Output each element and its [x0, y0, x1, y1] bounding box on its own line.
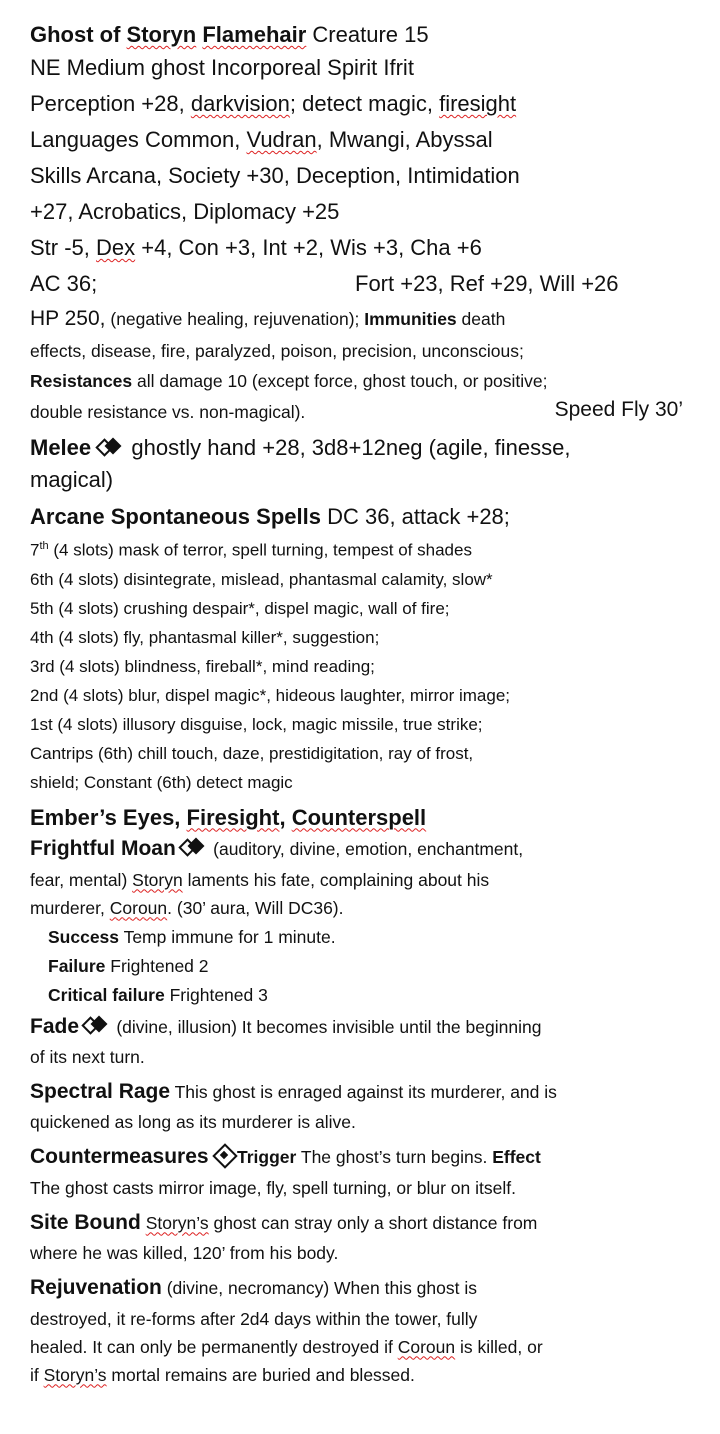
- text: mortal remains are buried and blessed.: [106, 1364, 415, 1385]
- saving-throws: Fort +23, Ref +29, Will +26: [355, 271, 619, 296]
- name-part: Storyn: [126, 22, 197, 47]
- text: 7: [30, 540, 40, 560]
- site-bound-line-2: where he was killed, 120’ from his body.: [30, 1242, 339, 1263]
- text: Vudran: [246, 127, 317, 152]
- one-action-icon: [83, 1016, 111, 1034]
- text: Ember’s Eyes,: [30, 804, 187, 830]
- text: (4 slots) mask of terror, spell turning, tempest of shades: [48, 540, 472, 560]
- attributes-line: [30, 230, 695, 266]
- label: Countermeasures: [30, 1144, 209, 1168]
- text: Dex: [96, 235, 136, 260]
- text: darkvision: [190, 91, 290, 116]
- defense-line: [30, 266, 695, 302]
- label: Fade: [30, 1014, 80, 1038]
- moan-success: [30, 923, 695, 952]
- moan-critical-failure: [30, 981, 695, 1010]
- spell-rank-7: [30, 532, 695, 565]
- label: Resistances: [30, 371, 133, 391]
- fade-line-1: [30, 1014, 695, 1043]
- text: +4, Con +3, Int +2, Wis +3, Cha +6: [135, 235, 482, 260]
- label: Immunities: [364, 309, 457, 329]
- text: DC 36, attack +28;: [320, 504, 510, 529]
- rejuvenation-line-1: [30, 1275, 695, 1305]
- text: (divine, illusion) It becomes invisible until the beginning: [111, 1016, 542, 1037]
- armor-class: AC 36;: [30, 271, 98, 296]
- melee-line-2: magical): [30, 467, 114, 492]
- rejuvenation-line-3: [30, 1333, 695, 1361]
- spectral-rage-line-2: quickened as long as its murderer is alive.: [30, 1111, 356, 1132]
- skills-line-2: +27, Acrobatics, Diplomacy +25: [30, 199, 340, 224]
- label: Arcane Spontaneous Spells: [30, 504, 321, 529]
- text: Coroun: [397, 1336, 456, 1357]
- spell-line: 4th (4 slots) fly, phantasmal killer*, suggestion;: [30, 627, 380, 647]
- text: . (30’ aura, Will DC36).: [167, 897, 344, 918]
- hp-line: [30, 306, 695, 336]
- text: (divine, necromancy) When this ghost is: [161, 1277, 477, 1298]
- label: Melee: [30, 435, 92, 460]
- text: laments his fate, complaining about his: [182, 869, 490, 890]
- text: all damage 10 (except force, ghost touch, or positive;: [132, 371, 548, 391]
- moan-failure: [30, 952, 695, 981]
- text: Frightened 3: [164, 984, 268, 1005]
- text: if: [30, 1364, 44, 1385]
- spectral-rage-line-1: [30, 1079, 695, 1108]
- text: death: [456, 309, 506, 329]
- site-bound-line-1: [30, 1210, 695, 1239]
- one-action-icon: [180, 838, 208, 856]
- hit-points: HP 250,: [30, 307, 106, 330]
- text: firesight: [439, 91, 517, 116]
- label: Success: [48, 926, 120, 947]
- creature-title-line: [30, 20, 695, 50]
- melee-line-1: [30, 432, 695, 464]
- spell-line: 5th (4 slots) crushing despair*, dispel magic, wall of fire;: [30, 598, 450, 618]
- text: Firesight: [186, 804, 280, 830]
- text: Coroun: [109, 897, 168, 918]
- text: double resistance vs. non-magical).: [30, 402, 306, 422]
- name-part: Ghost of: [30, 22, 127, 47]
- rejuvenation-line-4: [30, 1361, 695, 1389]
- text: Perception +28,: [30, 91, 191, 116]
- text: healed. It can only be permanently destroyed if: [30, 1336, 398, 1357]
- speed: Speed Fly 30’: [554, 398, 683, 421]
- text: ; detect magic,: [289, 91, 440, 116]
- rejuvenation-line-2: destroyed, it re-forms after 2d4 days within the tower, fully: [30, 1308, 478, 1329]
- text: The ghost’s turn begins.: [296, 1146, 493, 1167]
- spell-line: 2nd (4 slots) blur, dispel magic*, hideous laughter, mirror image;: [30, 685, 511, 705]
- resistances-line-1: [30, 366, 695, 396]
- label: Critical failure: [48, 984, 165, 1005]
- text: , Mwangi, Abyssal: [316, 127, 493, 152]
- text: Languages Common,: [30, 127, 247, 152]
- fade-line-2: of its next turn.: [30, 1046, 145, 1067]
- spell-line: 6th (4 slots) disintegrate, mislead, phantasmal calamity, slow*: [30, 569, 493, 589]
- text: (auditory, divine, emotion, enchantment,: [208, 838, 524, 859]
- resistances-line-2: [30, 396, 695, 428]
- special-abilities-line: [30, 801, 695, 835]
- text: fear, mental): [30, 869, 133, 890]
- text: Frightened 2: [105, 955, 209, 976]
- label: Frightful Moan: [30, 836, 176, 860]
- label: Spectral Rage: [30, 1079, 171, 1103]
- label: Rejuvenation: [30, 1275, 162, 1299]
- frightful-moan-line-2: [30, 867, 695, 894]
- creature-name: [30, 22, 306, 47]
- frightful-moan-line-1: [30, 835, 695, 867]
- text: Storyn: [132, 869, 183, 890]
- label: Trigger: [237, 1146, 297, 1167]
- label: Failure: [48, 955, 106, 976]
- text: Temp immune for 1 minute.: [119, 926, 336, 947]
- creature-traits: NE Medium ghost Incorporeal Spirit Ifrit: [30, 55, 414, 80]
- creature-level: Creature 15: [306, 22, 429, 47]
- frightful-moan-line-3: [30, 894, 695, 923]
- spell-line: 1st (4 slots) illusory disguise, lock, magic missile, true strike;: [30, 714, 483, 734]
- text: ghost can stray only a short distance from: [208, 1212, 538, 1233]
- label: Site Bound: [30, 1210, 141, 1234]
- text: is killed, or: [455, 1336, 543, 1357]
- text: ghostly hand +28, 3d8+12neg (agile, finesse,: [125, 435, 571, 460]
- text: Storyn’s: [43, 1364, 107, 1385]
- perception-line: [30, 86, 695, 122]
- reaction-icon: [213, 1145, 237, 1165]
- countermeasures-line-2: The ghost casts mirror image, fly, spell turning, or blur on itself.: [30, 1177, 516, 1198]
- spell-line: 3rd (4 slots) blindness, fireball*, mind reading;: [30, 656, 375, 676]
- skills-line-1: Skills Arcana, Society +30, Deception, Intimidation: [30, 163, 520, 188]
- name-part: Flamehair: [202, 22, 307, 47]
- text: Storyn’s: [145, 1212, 209, 1233]
- spells-header: [30, 502, 695, 532]
- label: Effect: [492, 1146, 541, 1167]
- text: Counterspell: [291, 804, 427, 830]
- text: Str -5,: [30, 235, 97, 260]
- countermeasures-line-1: [30, 1144, 695, 1174]
- languages-line: [30, 122, 695, 158]
- text: (negative healing, rejuvenation);: [105, 309, 365, 329]
- text: ,: [279, 804, 292, 830]
- text: murderer,: [30, 897, 110, 918]
- text: th: [39, 540, 49, 552]
- spell-line: Cantrips (6th) chill touch, daze, prestidigitation, ray of frost,: [30, 743, 474, 763]
- spell-line: shield; Constant (6th) detect magic: [30, 772, 293, 792]
- stat-block: [30, 20, 695, 1389]
- immunities-line: effects, disease, fire, paralyzed, poison, precision, unconscious;: [30, 341, 524, 361]
- text: This ghost is enraged against its murderer, and is: [170, 1081, 557, 1102]
- one-action-icon: [97, 438, 125, 456]
